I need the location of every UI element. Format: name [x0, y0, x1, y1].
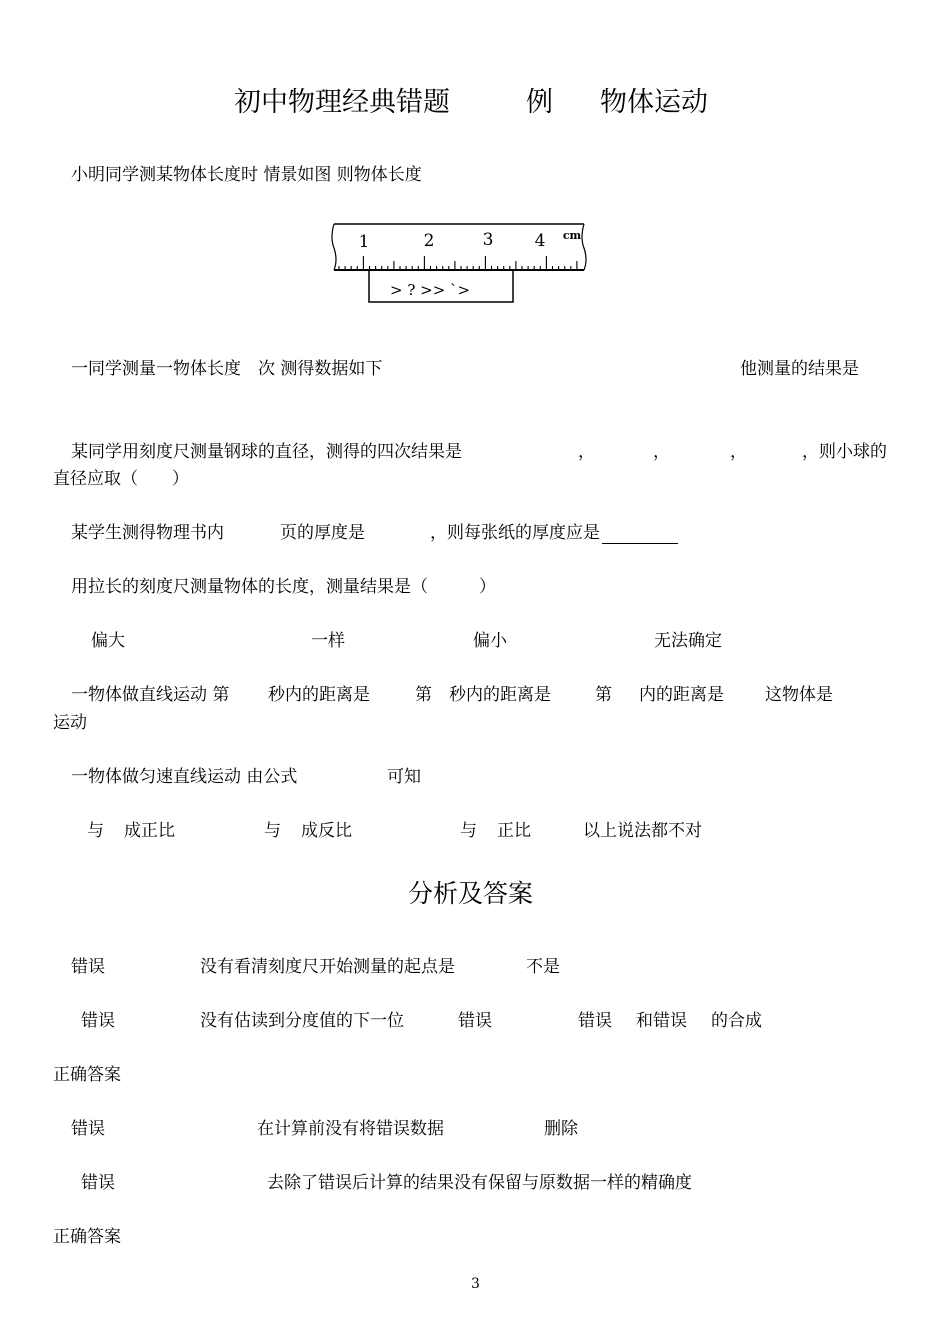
question-3-tail: ，则小球的 [802, 442, 887, 462]
option-d: 无法确定 [654, 631, 722, 651]
analysis-1-text: 没有看清刻度尺开始测量的起点是 [200, 957, 455, 977]
analysis-3-label: 错误 [71, 1119, 105, 1139]
analysis-2-combo: 的合成 [711, 1011, 762, 1031]
question-6-part-7: 这物体是 [765, 685, 833, 705]
analysis-2-text: 没有估读到分度值的下一位 [200, 1011, 404, 1031]
option-a: 偏大 [91, 631, 125, 651]
option-d: 以上说法都不对 [583, 821, 702, 841]
question-6-part-2: 秒内的距离是 [268, 685, 370, 705]
option-b-1: 与 [264, 821, 281, 841]
question-3-comma-2: ， [653, 442, 670, 462]
analysis-heading: 分析及答案 [408, 879, 534, 908]
page-title-topic: 物体运动 [600, 87, 708, 118]
object-mark: > ? >> `> [390, 281, 471, 299]
answer-blank [602, 525, 678, 544]
question-4-tail-text: ，则每张纸的厚度应是 [430, 523, 600, 543]
analysis-4-label: 错误 [81, 1173, 115, 1193]
question-3-comma-1: ， [578, 442, 595, 462]
question-3-comma-3: ， [730, 442, 747, 462]
question-6-part-5: 第 [595, 685, 612, 705]
ruler-figure [328, 218, 590, 308]
ruler-right-break [582, 224, 586, 270]
ruler-number-2: 2 [423, 231, 435, 251]
option-a-2: 成正比 [124, 821, 175, 841]
question-6-part-3: 第 [415, 685, 432, 705]
analysis-2-error-3: 错误 [578, 1011, 612, 1031]
option-c-2: 正比 [497, 821, 531, 841]
question-3-text: 某同学用刻度尺测量钢球的直径，测得的四次结果是 [71, 442, 462, 462]
page-title-example: 例 [526, 87, 553, 118]
question-4-pages: 页的厚度是 [280, 523, 365, 543]
analysis-2-error-4: 和错误 [636, 1011, 687, 1031]
option-b-2: 成反比 [301, 821, 352, 841]
analysis-2-error-2: 错误 [458, 1011, 492, 1031]
analysis-2-label: 错误 [81, 1011, 115, 1031]
question-2-text: 一同学测量一物体长度 次 测得数据如下 [71, 359, 383, 379]
analysis-3-text: 在计算前没有将错误数据 [257, 1119, 444, 1139]
question-6-part-6: 内的距离是 [639, 685, 724, 705]
question-5-text: 用拉长的刻度尺测量物体的长度，测量结果是（ ） [71, 577, 496, 597]
ruler-ticks [339, 256, 577, 270]
page-title: 初中物理经典错题 [234, 87, 450, 118]
analysis-3-tail: 删除 [544, 1119, 578, 1139]
question-1-text: 小明同学测某物体长度时 情景如图 则物体长度 [71, 165, 422, 185]
correct-answer-2: 正确答案 [53, 1227, 121, 1247]
option-b: 一样 [311, 631, 345, 651]
question-7-text: 一物体做匀速直线运动 由公式 [71, 767, 298, 787]
analysis-4-text: 去除了错误后计算的结果没有保留与原数据一样的精确度 [267, 1173, 692, 1193]
ruler-number-4: 4 [534, 231, 546, 251]
analysis-1-label: 错误 [71, 957, 105, 977]
ruler-left-break [332, 224, 336, 270]
question-2-result: 他测量的结果是 [740, 359, 859, 379]
ruler-number-1: 1 [358, 232, 370, 252]
correct-answer-1: 正确答案 [53, 1065, 121, 1085]
ruler-number-3: 3 [482, 230, 494, 250]
question-6-line-2: 运动 [53, 713, 87, 733]
question-7-tail: 可知 [387, 767, 421, 787]
question-4-text: 某学生测得物理书内 [71, 523, 224, 543]
option-c: 偏小 [473, 631, 507, 651]
option-a-1: 与 [87, 821, 104, 841]
question-3-line-2: 直径应取（ ） [53, 469, 189, 489]
ruler-unit: cm [562, 229, 582, 242]
question-6-part-1: 一物体做直线运动 第 [71, 685, 230, 705]
question-4-tail [430, 522, 678, 544]
question-6-part-4: 秒内的距离是 [449, 685, 551, 705]
option-c-1: 与 [460, 821, 477, 841]
analysis-1-tail: 不是 [526, 957, 560, 977]
page-number: 3 [471, 1276, 480, 1292]
